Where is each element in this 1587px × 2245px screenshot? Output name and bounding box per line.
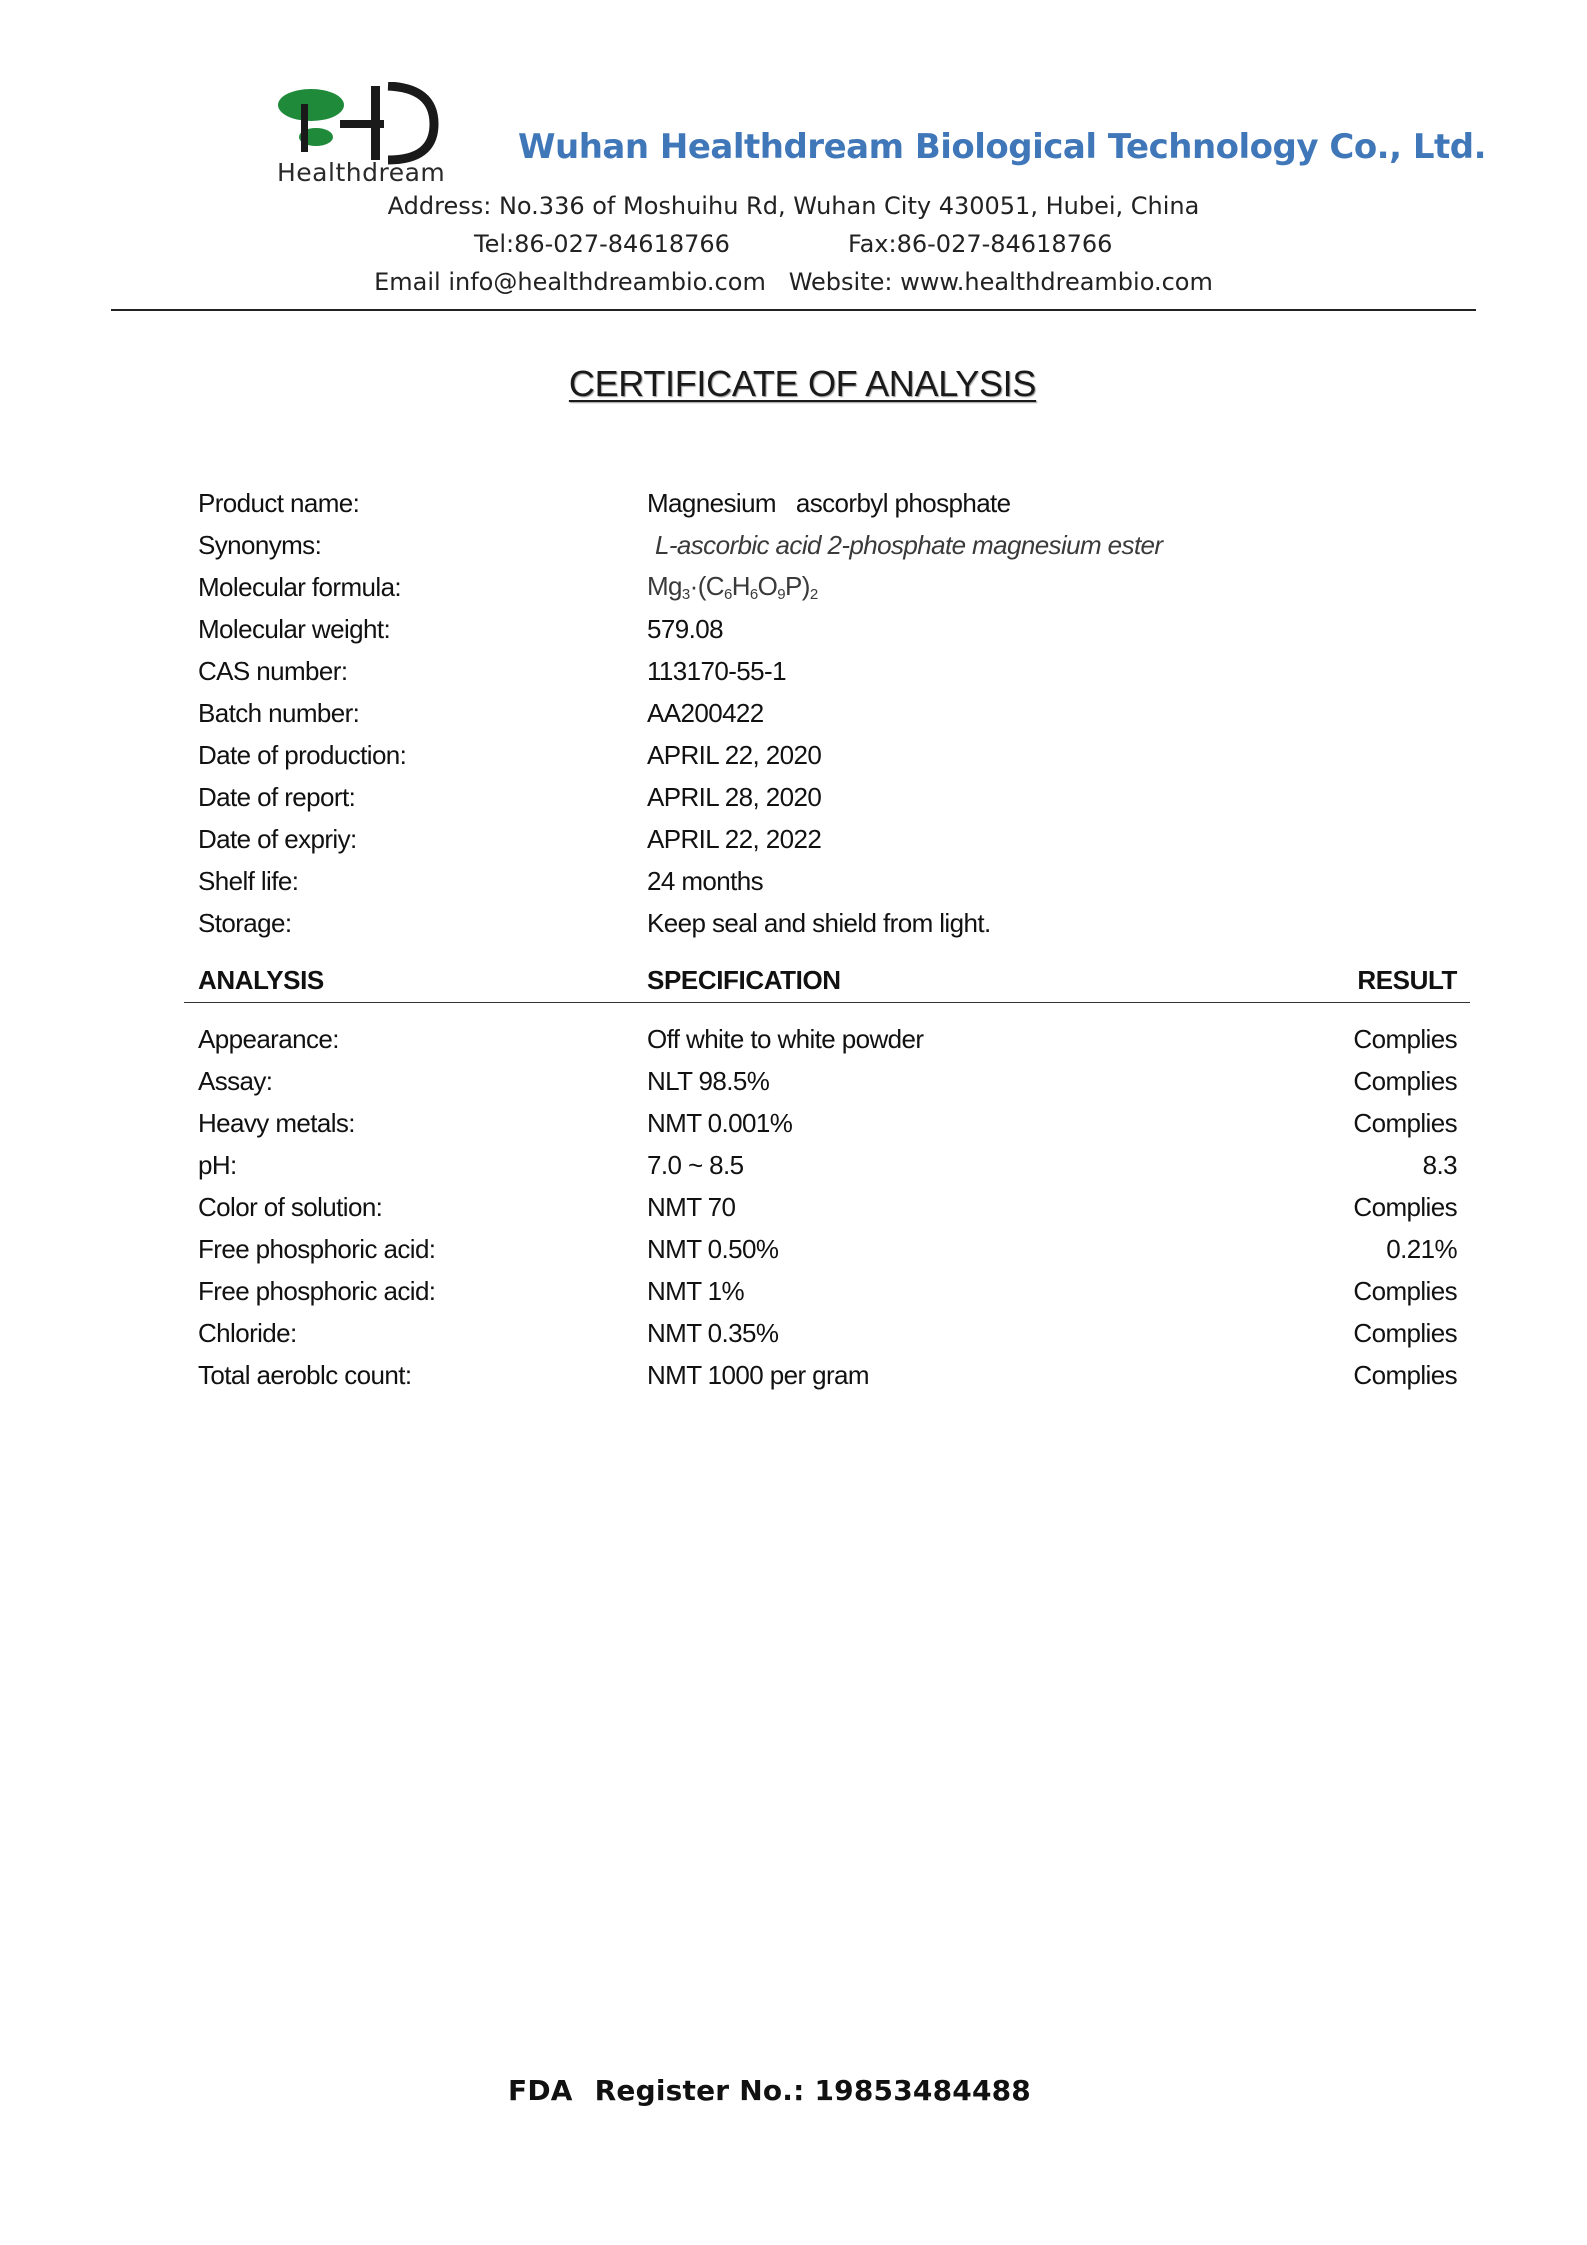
info-row-date-of-production	[198, 734, 1458, 776]
formula-subscript: 6	[749, 586, 758, 603]
table-row	[198, 1144, 1457, 1186]
company-fax: Fax:86-027-84618766	[848, 230, 1113, 258]
info-row-shelf-life	[198, 860, 1458, 902]
formula-subscript: 6	[723, 586, 732, 603]
analysis-spec: NMT 1%	[647, 1275, 745, 1306]
header-specification: SPECIFICATION	[647, 964, 841, 995]
logo-d-curve	[388, 86, 434, 160]
info-row-cas-number	[198, 650, 1458, 692]
info-label: Product name:	[198, 487, 360, 518]
analysis-spec: NMT 0.001%	[647, 1107, 793, 1138]
analysis-spec: NLT 98.5%	[647, 1065, 770, 1096]
analysis-result: Complies	[1353, 1023, 1457, 1054]
analysis-item: Color of solution:	[198, 1191, 383, 1222]
company-tel: Tel:86-027-84618766	[474, 230, 730, 258]
formula-subscript: 9	[777, 586, 786, 603]
analysis-spec: NMT 70	[647, 1191, 736, 1222]
analysis-result: Complies	[1353, 1107, 1457, 1138]
formula-part: ·	[689, 571, 698, 601]
info-value: APRIL 28, 2020	[647, 781, 822, 812]
analysis-item: Assay:	[198, 1065, 273, 1096]
analysis-spec: 7.0 ~ 8.5	[647, 1149, 744, 1180]
analysis-result: 0.21%	[1386, 1233, 1457, 1264]
info-label: Date of production:	[198, 739, 407, 770]
table-row	[198, 1102, 1457, 1144]
header-analysis: ANALYSIS	[198, 964, 324, 995]
analysis-item: Heavy metals:	[198, 1107, 355, 1138]
info-row-molecular-formula	[198, 566, 1458, 608]
company-email-website: Email info@healthdreambio.com Website: www.healthdreambio.com	[374, 268, 1213, 296]
formula-subscript: 2	[809, 586, 818, 603]
info-row-batch-number	[198, 692, 1458, 734]
info-label: Storage:	[198, 907, 292, 938]
analysis-item: Free phosphoric acid:	[198, 1275, 436, 1306]
header-result: RESULT	[1357, 964, 1457, 995]
info-label: Molecular weight:	[198, 613, 391, 644]
info-row-synonyms	[198, 524, 1458, 566]
table-row	[198, 1312, 1457, 1354]
company-name: Wuhan Healthdream Biological Technology Co., Ltd.	[518, 127, 1487, 167]
analysis-item: Appearance:	[198, 1023, 339, 1054]
formula-part: O	[757, 571, 778, 601]
analysis-spec: NMT 0.35%	[647, 1317, 779, 1348]
analysis-item: Free phosphoric acid:	[198, 1233, 436, 1264]
formula-part: (C	[697, 571, 724, 601]
info-row-date-of-report	[198, 776, 1458, 818]
fda-register	[508, 2074, 1031, 2107]
info-label: Date of report:	[198, 781, 356, 812]
table-row	[198, 1354, 1457, 1396]
info-value: Magnesium ascorbyl phosphate	[647, 487, 1011, 518]
document-title: CERTIFICATE OF ANALYSIS	[568, 363, 1037, 404]
analysis-result: Complies	[1353, 1317, 1457, 1348]
info-label: Batch number:	[198, 697, 360, 728]
table-row	[198, 1060, 1457, 1102]
info-value: AA200422	[647, 697, 764, 728]
formula-part: Mg	[647, 571, 682, 601]
analysis-table-body	[198, 1018, 1457, 1396]
logo-wordmark: Healthdream	[277, 158, 446, 187]
fda-register-number: Register No.: 19853484488	[594, 2074, 1031, 2107]
analysis-result: Complies	[1353, 1359, 1457, 1390]
info-label: CAS number:	[198, 655, 348, 686]
info-row-molecular-weight	[198, 608, 1458, 650]
info-value: APRIL 22, 2020	[647, 739, 822, 770]
info-label: Molecular formula:	[198, 571, 402, 602]
info-value: APRIL 22, 2022	[647, 823, 822, 854]
table-row	[198, 1186, 1457, 1228]
product-info	[198, 482, 1458, 944]
analysis-spec: Off white to white powder	[647, 1023, 924, 1054]
table-row	[198, 1018, 1457, 1060]
info-row-product-name	[198, 482, 1458, 524]
info-value: 24 months	[647, 865, 764, 896]
info-value: L-ascorbic acid 2-phosphate magnesium ester	[655, 529, 1163, 560]
table-row	[198, 1270, 1457, 1312]
header-divider	[111, 309, 1476, 311]
formula-part: H	[731, 571, 750, 601]
analysis-spec: NMT 0.50%	[647, 1233, 779, 1264]
info-row-storage	[198, 902, 1458, 944]
analysis-item: pH:	[198, 1149, 237, 1180]
analysis-result: Complies	[1353, 1065, 1457, 1096]
table-row	[198, 1228, 1457, 1270]
info-value: 579.08	[647, 613, 723, 644]
company-address: Address: No.336 of Moshuihu Rd, Wuhan City 430051, Hubei, China	[387, 192, 1200, 220]
info-value: 113170-55-1	[647, 655, 786, 686]
analysis-result: Complies	[1353, 1275, 1457, 1306]
analysis-table-header	[198, 960, 1457, 1000]
molecular-formula	[647, 571, 1458, 603]
analysis-result: Complies	[1353, 1191, 1457, 1222]
analysis-spec: NMT 1000 per gram	[647, 1359, 869, 1390]
info-label: Date of expriy:	[198, 823, 357, 854]
fda-prefix: FDA	[508, 2074, 573, 2107]
info-label: Shelf life:	[198, 865, 299, 896]
logo-leaf-large	[278, 89, 344, 121]
analysis-item: Chloride:	[198, 1317, 297, 1348]
analysis-result: 8.3	[1422, 1149, 1457, 1180]
logo-trunk	[301, 104, 308, 152]
info-value: Keep seal and shield from light.	[647, 907, 991, 938]
logo-h-stem	[371, 86, 380, 160]
info-label: Synonyms:	[198, 529, 322, 560]
info-row-date-of-expiry	[198, 818, 1458, 860]
formula-part: P)	[785, 571, 810, 601]
analysis-item: Total aeroblc count:	[198, 1359, 412, 1390]
analysis-table-divider	[184, 1002, 1470, 1003]
formula-subscript: 3	[681, 586, 690, 603]
